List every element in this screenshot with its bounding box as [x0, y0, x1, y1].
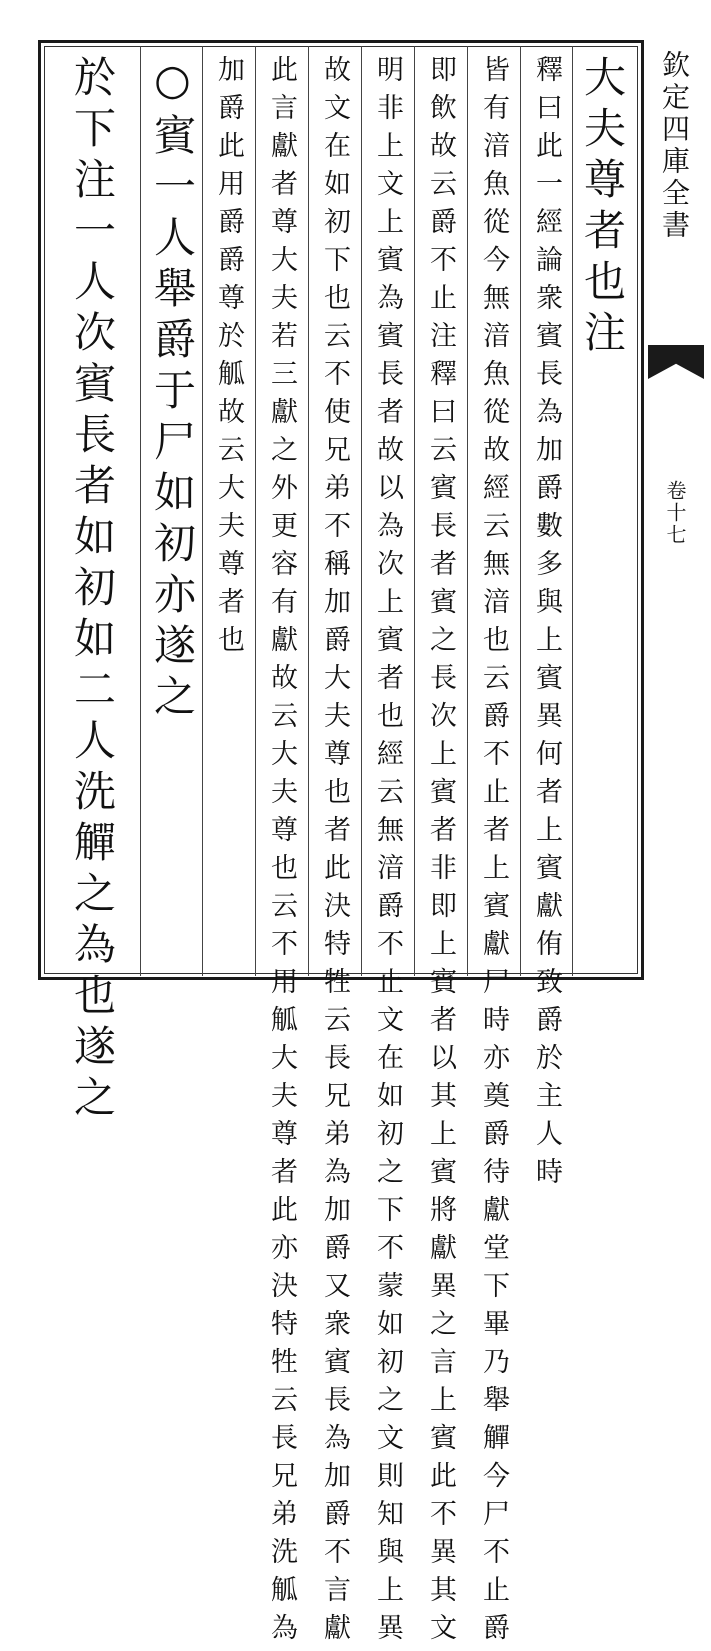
- text-column-7: 此言獻者尊大夫若三獻之外更容有獻故云大夫尊也云不用觚大夫尊者此亦決特牲云長兄弟洗觚為: [266, 55, 297, 1651]
- column-rule: [361, 46, 362, 976]
- text-column-1: 大夫尊者也注: [578, 55, 627, 361]
- text-column-2: 釋曰此一經論衆賓長為加爵數多與上賓異何者上賓獻侑致爵於主人時: [531, 55, 562, 1195]
- column-rule: [308, 46, 309, 976]
- column-rule: [414, 46, 415, 976]
- book-title: 欽定四庫全書: [658, 50, 691, 242]
- text-column-6: 故文在如初下也云不使兄弟不稱加爵大夫尊也者此決特牲云長兄弟為加爵又衆賓長為加爵不言獻: [319, 55, 350, 1651]
- text-column-8: 加爵此用爵爵尊於觚故云大夫尊者也: [213, 55, 244, 663]
- column-rule: [202, 46, 203, 976]
- column-rule: [140, 46, 141, 976]
- juan-number: 卷十七: [663, 480, 687, 546]
- column-rule: [467, 46, 468, 976]
- fishtail-mark: [648, 345, 704, 379]
- margin-column: [646, 40, 708, 980]
- column-rule: [572, 46, 573, 976]
- text-column-9: ○賓一人舉爵于尸如初亦遂之: [148, 55, 197, 725]
- text-column-4: 即飲故云爵不止注釋曰云賓長者賓之長次上賓者非即上賓者以其上賓將獻異之言上賓此不異其文: [425, 55, 456, 1651]
- column-rule: [520, 46, 521, 976]
- text-column-3: 皆有湆魚從今無湆魚從故經云無湆也云爵不止者上賓獻尸時亦奠爵待獻堂下畢乃舉觶今尸不止爵: [478, 55, 509, 1651]
- column-rule: [255, 46, 256, 976]
- text-column-10: 於下注一人次賓長者如初如二人洗觶之為也遂之: [68, 55, 117, 1126]
- text-column-5: 明非上文上賓為賓長者故以為次上賓者也經云無湆爵不止文在如初之下不蒙如初之文則知與上異: [372, 55, 403, 1651]
